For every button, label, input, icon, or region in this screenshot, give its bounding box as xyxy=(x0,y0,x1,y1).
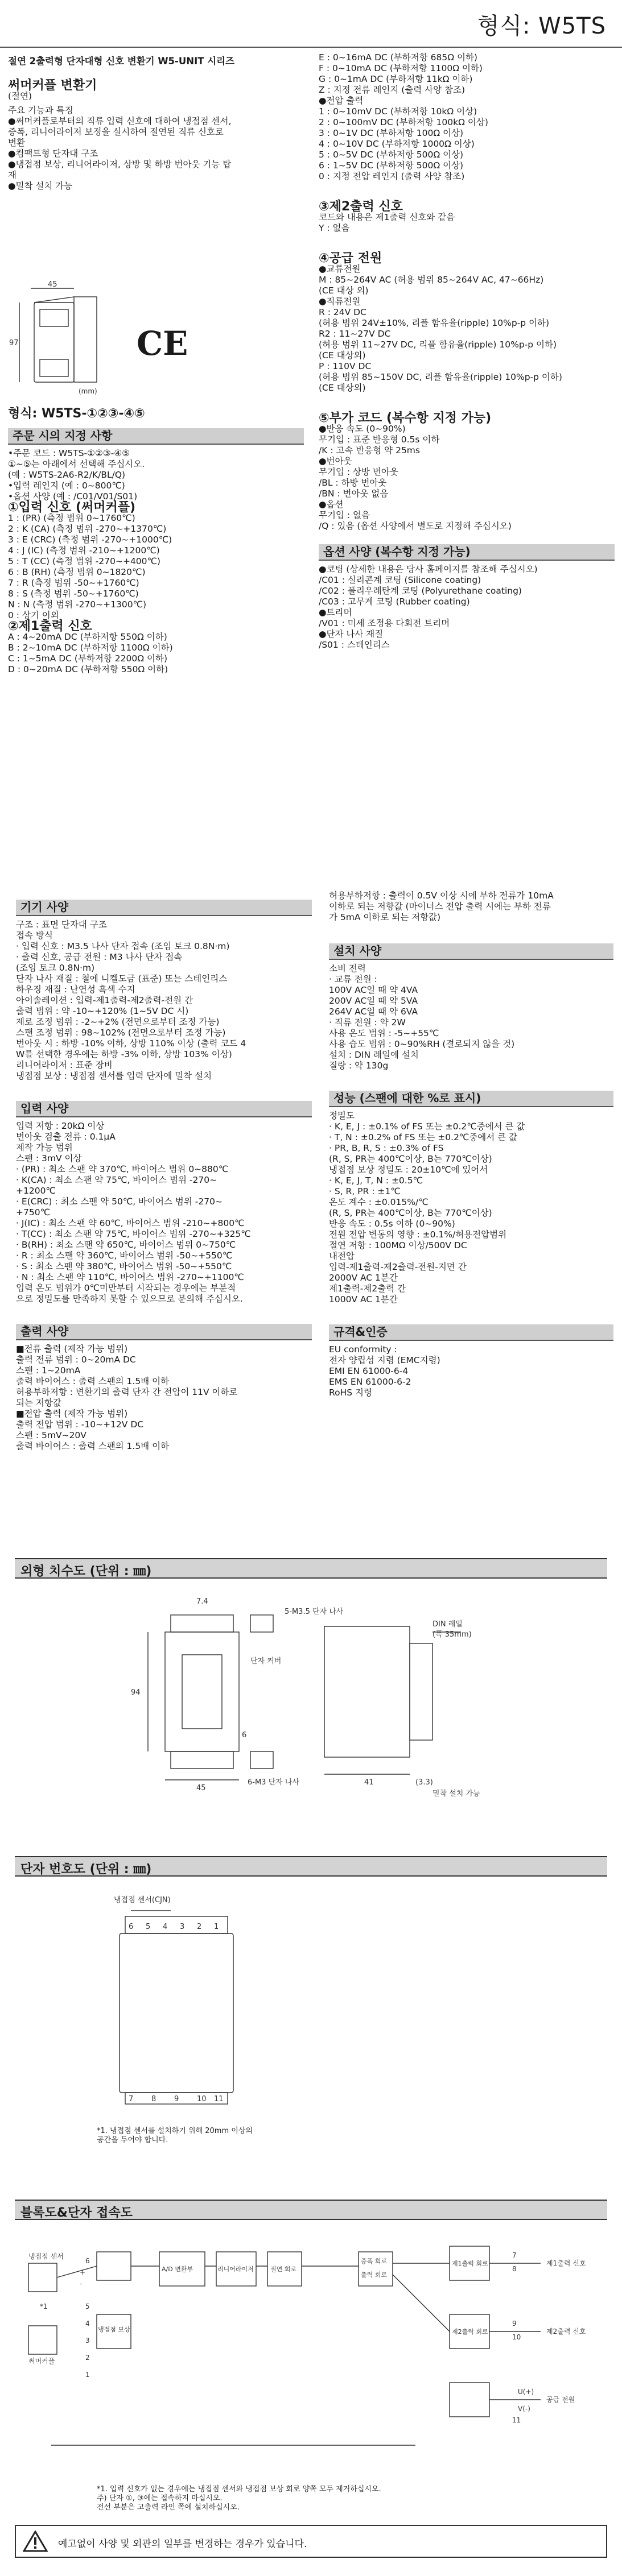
general-line: 리니어라이저 : 표준 장비 xyxy=(16,1060,113,1070)
output-code-line: ●전압 출력 xyxy=(319,96,364,106)
addon-line: ●반응 속도 (0~90%) xyxy=(319,424,406,434)
performance-line: (R, S, PR는 400℃이상, B는 770℃이상) xyxy=(329,1154,492,1164)
block-label: 써머커플 xyxy=(28,2357,55,2365)
terminal-number: 10 xyxy=(197,2095,207,2103)
performance-line: · PR, B, R, S : ±0.3% of FS xyxy=(329,1143,444,1153)
performance-line: 정밀도 xyxy=(329,1111,355,1121)
output-code-line: 3 : 0~1V DC (부하저항 100Ω 이상) xyxy=(319,128,464,138)
input-spec-line: 번아웃 검출 전류 : 0.1μA xyxy=(16,1132,116,1142)
performance-line: 전원 전압 변동의 영향 : ±0.1%/허용전압범위 xyxy=(329,1229,507,1240)
order-line: •옵션 사양 (예 : /C01/V01/S01) xyxy=(8,491,138,502)
output1-line: B : 2~10mA DC (부하저항 1100Ω 이하) xyxy=(8,643,173,653)
terminals-title: 단자 번호도 (단위 : ㎜) xyxy=(15,1856,607,1877)
general-line: 아이솔레이션 : 입력-제1출력-제2출력-전원 간 xyxy=(16,995,193,1005)
addon-line: /K : 고속 반응형 약 25ms xyxy=(319,445,420,455)
block-terminal-number: 4 xyxy=(85,2320,90,2327)
terminal-drawing xyxy=(91,1888,376,2115)
block-label: + xyxy=(80,2268,86,2276)
unit-label: (mm) xyxy=(79,387,97,395)
general-line: · 출력 신호, 공급 전원 : M3 나사 단자 접속 xyxy=(16,952,183,962)
input-spec-line: · N : 최소 스팬 약 110℃, 바이어스 범위 -270~+1100℃ xyxy=(16,1272,244,1282)
block-footnote-marker: *1 xyxy=(40,2302,48,2310)
power-line: R : 24V DC xyxy=(319,307,366,317)
block-label: 제1출력 회로 xyxy=(452,2260,488,2267)
option-line: ●코팅 (상세한 내용은 당사 홈페이지를 참조해 주십시오) xyxy=(319,564,538,574)
input-signal-line: 2 : K (CA) (측정 범위 -270~+1370℃) xyxy=(8,524,167,534)
model-code: 형식: W5TS-①②③-④⑤ xyxy=(8,407,145,421)
feature-line: 변환 xyxy=(8,138,25,148)
output-code-line: E : 0~16mA DC (부하저항 685Ω 이하) xyxy=(319,52,477,63)
right-column xyxy=(319,52,615,651)
block-terminal-number: 7 xyxy=(512,2251,517,2259)
block-label: V(-) xyxy=(518,2405,530,2413)
install-line: 질량 : 약 130g xyxy=(329,1061,389,1071)
block-label: - xyxy=(80,2280,83,2288)
block-label: 리니어라이저 xyxy=(217,2266,254,2273)
general-right-line: 허용부하저항 : 출력이 0.5V 이상 시에 부하 전류가 10mA xyxy=(329,891,554,901)
general-line: · 입력 신호 : M3.5 나사 단자 접속 (조임 토크 0.8N·m) xyxy=(16,941,230,951)
power-title: ④공급 전원 xyxy=(319,251,382,266)
input-signal-line: 5 : T (CC) (측정 범위 -270~+400℃) xyxy=(8,556,160,566)
output-code-line: 1 : 0~10mV DC (부하저항 10kΩ 이상) xyxy=(319,106,477,117)
order-line: •주문 코드 : W5TS-①②③-④⑤ xyxy=(8,448,130,458)
block-terminal-number: 3 xyxy=(85,2337,90,2345)
input-spec-line: · B(RH) : 최소 스팬 약 650℃, 바이어스 범위 0~750℃ xyxy=(16,1240,236,1250)
dim-label: (폭 35mm) xyxy=(432,1630,472,1639)
order-line: •입력 레인지 (예 : 0~800℃) xyxy=(8,481,125,491)
output-code-line: 5 : 0~5V DC (부하저항 500Ω 이상) xyxy=(319,150,464,160)
input-spec-line: 으로 정밀도를 만족하지 못할 수 있으므로 문의해 주십시오. xyxy=(16,1294,243,1304)
performance-line: 온도 계수 : ±0.015%/℃ xyxy=(329,1197,429,1207)
output-code-line: 4 : 0~10V DC (부하저항 1000Ω 이상) xyxy=(319,139,475,149)
block-label: 절연 회로 xyxy=(270,2266,297,2273)
terminal-note: *1. 냉접점 센서를 설치하기 위해 20mm 이상의 xyxy=(97,2127,253,2135)
output-spec-line: 출력 바이어스 : 출력 스팬의 1.5배 이하 xyxy=(16,1376,170,1386)
performance-line: · T, N : ±0.2% of FS 또는 ±0.2℃중에서 큰 값 xyxy=(329,1132,518,1142)
order-line: (예 : W5TS-2A6-R2/K/BL/Q) xyxy=(8,470,126,480)
performance-line: (R, S, PR는 400℃이상, B는 770℃이상) xyxy=(329,1208,492,1218)
block-label: 냉접점 센서 xyxy=(28,2252,64,2260)
addon-line: 무기입 : 표준 반응형 0.5s 이하 xyxy=(319,434,440,445)
block-label: 증폭 회로 xyxy=(361,2258,388,2265)
output-code-line: 6 : 1~5V DC (부하저항 500Ω 이상) xyxy=(319,160,464,171)
block-diagram xyxy=(17,2229,609,2479)
input-signal-line: 7 : R (측정 범위 -50~+1760℃) xyxy=(8,578,139,588)
install-line: · 직류 전원 : 약 2W xyxy=(329,1017,406,1028)
input-spec-line: · K(CA) : 최소 스팬 약 75℃, 바이어스 범위 -270~ xyxy=(16,1175,217,1185)
block-label: 제1출력 신호 xyxy=(546,2259,586,2267)
addon-line: ●옵션 xyxy=(319,499,344,510)
general-line: 제로 조정 범위 : -2~+2% (전면으로부터 조정 가능) xyxy=(16,1017,220,1027)
install-line: · 교류 전원 : xyxy=(329,974,377,984)
general-line: 스팬 조정 범위 : 98~102% (전면으로부터 조정 가능) xyxy=(16,1028,226,1038)
install-title: 설치 사양 xyxy=(329,943,613,960)
block-terminal-number: 10 xyxy=(512,2333,521,2341)
block-note: 주) 단자 ①, ③에는 접속하지 마십시오. xyxy=(97,2494,223,2503)
standards-line: 전자 양립성 지령 (EMC지령) xyxy=(329,1355,440,1365)
block-label: A/D 변환부 xyxy=(162,2266,193,2273)
order-line: ①~⑤는 아래에서 선택해 주십시오. xyxy=(8,459,145,469)
option-line: /S01 : 스테인리스 xyxy=(319,640,390,650)
dim-label: 97 xyxy=(9,339,19,347)
features-title: 주요 기능과 특징 xyxy=(8,105,73,115)
input-spec-line: · R : 최소 스팬 약 360℃, 바이어스 범위 -50~+550℃ xyxy=(16,1250,233,1261)
output-code-line: 0 : 지정 전압 레인지 (출력 사양 참조) xyxy=(319,171,465,181)
left-column xyxy=(8,56,304,192)
left-column-lower xyxy=(8,408,304,675)
power-line: R2 : 11~27V DC xyxy=(319,329,391,339)
standards-line: EU conformity : xyxy=(329,1344,397,1355)
output-spec-line: 되는 저항값 xyxy=(16,1398,61,1408)
general-right-line: 가 5mA 이하로 되는 저항값) xyxy=(329,912,441,922)
block-label: 제2출력 신호 xyxy=(546,2327,586,2335)
input-spec-line: · E(CRC) : 최소 스팬 약 50℃, 바이어스 범위 -270~ xyxy=(16,1196,223,1207)
input-spec-line: 입력 저항 : 20kΩ 이상 xyxy=(16,1121,105,1131)
performance-line: 1000V AC 1분간 xyxy=(329,1294,398,1304)
output2-line: 코드와 내용은 제1출력 신호와 같음 xyxy=(319,212,455,222)
input-spec-line: · J(IC) : 최소 스팬 약 60℃, 바이어스 범위 -210~+800℃ xyxy=(16,1218,245,1228)
output-code-line: 2 : 0~100mV DC (부하저항 100kΩ 이상) xyxy=(319,117,488,127)
block-terminal-number: 8 xyxy=(512,2265,517,2273)
general-line: 구조 : 표면 단자대 구조 xyxy=(16,920,107,930)
input-signal-line: 8 : S (측정 범위 -50~+1760℃) xyxy=(8,589,139,599)
input-signal-title: ①입력 신호 (써머커플) xyxy=(8,500,136,515)
output-code-line: G : 0~1mA DC (부하저항 11kΩ 이하) xyxy=(319,74,473,84)
general-right-line: 이하로 되는 저항값 (마이너스 전압 출력 시에는 부하 전류 xyxy=(329,901,551,912)
addon-line: 무기입 : 없음 xyxy=(319,510,370,520)
ce-mark: CE xyxy=(137,324,188,363)
input-spec-title: 입력 사양 xyxy=(16,1101,312,1117)
general-line: W를 선택한 경우에는 하방 -3% 이하, 상방 103% 이상) xyxy=(16,1049,232,1059)
block-terminal-number: 2 xyxy=(85,2354,90,2362)
performance-line: · K, E, J, T, N : ±0.5℃ xyxy=(329,1175,423,1186)
block-terminal-number: 6 xyxy=(85,2257,90,2265)
general-line: 번아웃 시 : 하방 -10% 이하, 상방 110% 이상 (출력 코드 4 xyxy=(16,1038,246,1049)
block-label: 출력 회로 xyxy=(361,2271,388,2279)
power-line: (CE 대상외) xyxy=(319,383,366,393)
power-line: M : 85~264V AC (허용 범위 85~264V AC, 47~66Hz) xyxy=(319,275,544,285)
feature-line: ●냉접점 보상, 리니어라이저, 상방 및 하방 번아웃 기능 탑 xyxy=(8,159,232,169)
input-signal-line: 6 : B (RH) (측정 범위 0~1820℃) xyxy=(8,567,146,577)
input-signal-line: N : N (측정 범위 -270~+1300℃) xyxy=(8,599,147,610)
dim-label: 6-M3 단자 나사 xyxy=(248,1778,299,1787)
general-line: 하우징 재질 : 난연성 흑색 수지 xyxy=(16,984,135,995)
dim-label: 단자 커버 xyxy=(250,1657,282,1666)
dimensions-title: 외형 치수도 (단위 : ㎜) xyxy=(15,1558,607,1579)
warning-icon xyxy=(23,2531,48,2552)
option-line: /V01 : 미세 조정용 다회전 트리머 xyxy=(319,618,450,628)
block-note: 전선 부분은 고출력 라인 쪽에 설치하십시오. xyxy=(97,2503,240,2512)
block-label: 공급 전원 xyxy=(546,2396,575,2404)
dim-label: 41 xyxy=(364,1778,374,1787)
addon-line: /Q : 있음 (옵션 사양에서 별도로 지정해 주십시오) xyxy=(319,521,512,531)
dim-label: 5-M3.5 단자 나사 xyxy=(285,1608,344,1616)
power-line: (CE 대상 외) xyxy=(319,285,369,296)
terminal-number: 6 xyxy=(129,1923,134,1931)
warning-text: 예고없이 사양 및 외관의 일부를 변경하는 경우가 있습니다. xyxy=(58,2538,307,2550)
spec-left-column xyxy=(16,900,312,1452)
general-line: 단자 나사 재질 : 철에 니켈도금 (표준) 또는 스테인리스 xyxy=(16,974,228,984)
option-line: /C01 : 실리콘계 코팅 (Silicone coating) xyxy=(319,575,481,585)
feature-line: 재 xyxy=(8,170,17,180)
general-line: 출력 범위 : 약 -10~+120% (1~5V DC 시) xyxy=(16,1006,189,1016)
output-spec-line: 출력 바이어스 : 출력 스팬의 1.5배 이하 xyxy=(16,1441,170,1451)
performance-line: 냉접점 보상 정밀도 : 20±10℃에 있어서 xyxy=(329,1165,488,1175)
addon-line: /BL : 하방 번아웃 xyxy=(319,478,387,488)
input-signal-line: 1 : (PR) (측정 범위 0~1760℃) xyxy=(8,513,135,523)
feature-line: ●써머커플로부터의 직류 입력 신호에 대하여 냉접점 센서, xyxy=(8,116,232,126)
dim-label: 6 xyxy=(242,1731,247,1740)
install-line: 200V AC일 때 약 5VA xyxy=(329,996,418,1006)
general-line: 냉접점 보상 : 냉접점 센서를 입력 단자에 밀착 설치 xyxy=(16,1071,212,1081)
dim-label: 밀착 설치 가능 xyxy=(432,1790,480,1797)
terminal-number: 4 xyxy=(163,1923,168,1931)
option-spec-title: 옵션 사양 (복수항 지정 가능) xyxy=(319,544,615,561)
output1-line: C : 1~5mA DC (부하저항 2200Ω 이하) xyxy=(8,653,168,664)
input-spec-line: · T(CC) : 최소 스팬 약 75℃, 바이어스 범위 -270~+325℃ xyxy=(16,1229,251,1239)
install-line: 소비 전력 xyxy=(329,963,366,974)
addon-line: 무기입 : 상방 번아웃 xyxy=(319,467,398,477)
output-spec-line: ■전압 출력 (제작 가능 범위) xyxy=(16,1409,128,1419)
terminal-number: 2 xyxy=(197,1923,202,1931)
input-spec-line: +750℃ xyxy=(16,1207,50,1217)
dim-label: 94 xyxy=(131,1688,141,1697)
install-line: 설치 : DIN 레일에 설치 xyxy=(329,1050,419,1060)
terminal-note: 공간을 두어야 합니다. xyxy=(97,2136,168,2144)
input-signal-line: 0 : 상기 이외 xyxy=(8,610,59,620)
block-terminal-number: 9 xyxy=(512,2320,517,2327)
input-spec-line: 제작 가능 범위 xyxy=(16,1142,73,1153)
performance-line: 입력-제1출력-제2출력-전원-지면 간 xyxy=(329,1262,467,1272)
terminal-number: 1 xyxy=(214,1923,219,1931)
power-line: (허용 범위 24V±10%, 리플 함유율(ripple) 10%p-p 이하) xyxy=(319,318,550,328)
output-spec-title: 출력 사양 xyxy=(16,1324,312,1340)
performance-title: 성능 (스팬에 대한 %로 표시) xyxy=(329,1091,613,1107)
performance-line: · S, R, PR : ±1℃ xyxy=(329,1186,401,1196)
output1-title: ②제1출력 신호 xyxy=(8,619,92,633)
option-line: ●트리머 xyxy=(319,607,352,618)
input-spec-line: · (PR) : 최소 스팬 약 370℃, 바이어스 범위 0~880℃ xyxy=(16,1164,229,1174)
output-spec-line: 허용부하저항 : 변환기의 출력 단자 간 전압이 11V 이하로 xyxy=(16,1387,238,1397)
install-line: 100V AC일 때 약 4VA xyxy=(329,985,418,995)
spec-right-column xyxy=(329,891,613,1398)
terminal-label: 냉접점 센서(CJN) xyxy=(114,1896,171,1904)
power-line: ●교류전원 xyxy=(319,264,361,274)
input-spec-line: +1200℃ xyxy=(16,1186,56,1196)
standards-line: RoHS 지령 xyxy=(329,1388,372,1398)
power-line: (허용 범위 85~150V DC, 리플 함유율(ripple) 10%p-p 이하) xyxy=(319,372,562,382)
terminal-number: 7 xyxy=(129,2095,134,2103)
performance-line: 내전압 xyxy=(329,1251,355,1261)
install-line: 사용 온도 범위 : -5~+55℃ xyxy=(329,1028,439,1038)
power-line: ●직류전원 xyxy=(319,296,361,307)
block-note: *1. 입력 신호가 없는 경우에는 냉접점 센서와 냉접점 보상 회로 양쪽 모두 제거하십시오. xyxy=(97,2485,381,2494)
addon-line: /BN : 번아웃 없음 xyxy=(319,488,389,499)
warning-box xyxy=(15,2525,607,2558)
addon-line: ●번아웃 xyxy=(319,456,352,466)
output-spec-line: ■전류 출력 (제작 가능 범위) xyxy=(16,1344,128,1354)
output-code-line: F : 0~10mA DC (부하저항 1100Ω 이하) xyxy=(319,63,483,73)
power-line: (CE 대상외) xyxy=(319,350,366,361)
install-line: 264V AC일 때 약 6VA xyxy=(329,1007,418,1017)
terminal-notes xyxy=(97,2127,253,2145)
output2-line: Y : 없음 xyxy=(319,223,350,233)
addon-title: ⑤부가 코드 (복수항 지정 가능) xyxy=(319,411,492,425)
dimension-drawing xyxy=(114,1592,512,1797)
dim-label: DIN 레일 xyxy=(432,1620,463,1629)
standards-line: EMS EN 61000-6-2 xyxy=(329,1377,411,1387)
block-terminal-number: 11 xyxy=(512,2416,521,2424)
block-title: 블록도&단자 접속도 xyxy=(15,2200,607,2220)
terminal-number: 11 xyxy=(214,2095,224,2103)
block-notes xyxy=(97,2485,381,2512)
header-divider xyxy=(0,47,622,48)
install-line: 사용 습도 범위 : 0~90%RH (결로되지 않을 것) xyxy=(329,1039,515,1049)
general-line: (조임 토크 0.8N·m) xyxy=(16,963,95,973)
option-line: /C03 : 고무계 코팅 (Rubber coating) xyxy=(319,597,470,607)
input-spec-line: 입력 온도 범위가 0℃미만부터 시작되는 경우에는 부분적 xyxy=(16,1283,236,1293)
intro-title: 절연 2출력형 단자대형 신호 변환기 W5-UNIT 시리즈 xyxy=(8,56,235,67)
general-line: 접속 방식 xyxy=(16,930,53,941)
block-terminal-number: 1 xyxy=(85,2371,90,2379)
option-line: ●단자 나사 재질 xyxy=(319,629,384,639)
terminal-number: 9 xyxy=(174,2095,179,2103)
power-line: P : 110V DC xyxy=(319,361,372,371)
terminal-number: 3 xyxy=(180,1923,185,1931)
standards-title: 규격&인증 xyxy=(329,1324,613,1341)
intro-subtitle: 써머커플 변환기 xyxy=(8,78,97,93)
performance-line: · K, E, J : ±0.1% of FS 또는 ±0.2℃중에서 큰 값 xyxy=(329,1121,525,1132)
performance-line: 반응 속도 : 0.5s 이하 (0~90%) xyxy=(329,1219,455,1229)
output-spec-line: 출력 전류 범위 : 0~20mA DC xyxy=(16,1355,136,1365)
power-line: (허용 범위 11~27V DC, 리플 함유율(ripple) 10%p-p 이하) xyxy=(319,339,557,350)
option-line: /C02 : 폴리우레탄계 코팅 (Polyurethane coating) xyxy=(319,586,522,596)
feature-line: ●밀착 설치 가능 xyxy=(8,181,73,191)
input-spec-line: 스팬 : 3mV 이상 xyxy=(16,1153,82,1163)
output-code-line: Z : 지정 전류 레인지 (출력 사양 참조) xyxy=(319,85,466,95)
output-spec-line: 스팬 : 5mV~20V xyxy=(16,1430,86,1440)
input-spec-line: · S : 최소 스팬 약 380℃, 바이어스 범위 -50~+550℃ xyxy=(16,1261,232,1272)
input-signal-line: 4 : J (IC) (측정 범위 -210~+1200℃) xyxy=(8,545,160,556)
standards-line: EMI EN 61000-6-4 xyxy=(329,1366,409,1376)
performance-line: 절연 저항 : 100MΩ 이상/500V DC xyxy=(329,1240,467,1250)
output-spec-line: 출력 전압 범위 : -10~+12V DC xyxy=(16,1419,144,1430)
feature-line: 증폭, 리니어라이저 보정을 실시하여 절연된 직류 신호로 xyxy=(8,127,224,137)
input-signal-line: 3 : E (CRC) (측정 범위 -270~+1000℃) xyxy=(8,535,172,545)
output1-line: A : 4~20mA DC (부하저항 550Ω 이하) xyxy=(8,632,167,642)
dim-label: 7.4 xyxy=(196,1597,208,1606)
dim-label: 45 xyxy=(48,280,57,289)
block-terminal-number: 5 xyxy=(85,2302,90,2310)
output2-title: ③제2출력 신호 xyxy=(319,200,403,214)
performance-line: 2000V AC 1분간 xyxy=(329,1273,398,1283)
terminal-number: 5 xyxy=(146,1923,151,1931)
dim-label: (3.3) xyxy=(415,1778,433,1787)
intro-note: (절연) xyxy=(8,91,32,101)
performance-line: 제1출력-제2출력 간 xyxy=(329,1283,406,1294)
block-label: 제2출력 회로 xyxy=(452,2328,488,2335)
model-title: 형식: W5TS xyxy=(477,13,606,39)
general-title: 기기 사양 xyxy=(16,900,312,916)
terminal-number: 8 xyxy=(151,2095,156,2103)
output-spec-line: 스팬 : 1~20mA xyxy=(16,1365,81,1376)
block-label: 냉접점 보상 xyxy=(98,2326,130,2333)
output1-line: D : 0~20mA DC (부하저항 550Ω 이하) xyxy=(8,664,168,674)
order-title: 주문 시의 지정 사항 xyxy=(8,428,304,445)
dim-label: 45 xyxy=(196,1784,206,1792)
features-list xyxy=(8,116,304,192)
block-label: U(+) xyxy=(518,2388,534,2396)
feature-line: ●컴팩트형 단자대 구조 xyxy=(8,148,98,159)
